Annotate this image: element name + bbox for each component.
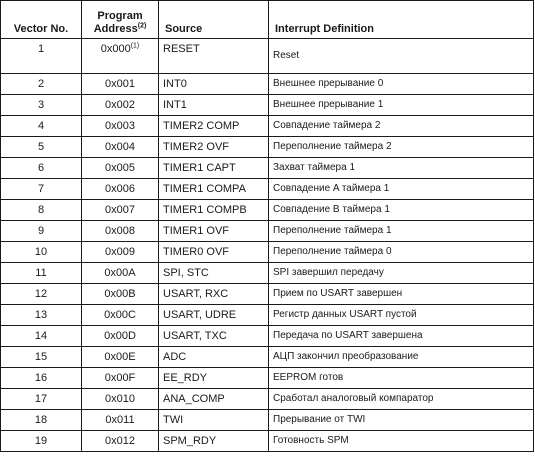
header-source: Source <box>159 1 269 39</box>
source: TIMER2 OVF <box>159 137 269 158</box>
vector-number: 13 <box>1 305 82 326</box>
interrupt-definition: Внешнее прерывание 0 <box>269 74 534 95</box>
vector-number: 14 <box>1 326 82 347</box>
source: USART, UDRE <box>159 305 269 326</box>
vector-number: 1 <box>1 39 82 74</box>
source: TIMER1 OVF <box>159 221 269 242</box>
table-row <box>1 221 534 242</box>
interrupt-definition: Совпадение B таймера 1 <box>269 200 534 221</box>
vector-number: 11 <box>1 263 82 284</box>
interrupt-definition: Совпадение таймера 2 <box>269 116 534 137</box>
table-row <box>1 347 534 368</box>
vector-number: 16 <box>1 368 82 389</box>
interrupt-definition: SPI завершил передачу <box>269 263 534 284</box>
program-address: 0x002 <box>82 95 159 116</box>
program-address: 0x00D <box>82 326 159 347</box>
program-address: 0x00C <box>82 305 159 326</box>
table-row <box>1 263 534 284</box>
vector-number: 3 <box>1 95 82 116</box>
vector-number: 17 <box>1 389 82 410</box>
table-row <box>1 431 534 452</box>
source: USART, TXC <box>159 326 269 347</box>
program-address: 0x010 <box>82 389 159 410</box>
table-row <box>1 158 534 179</box>
program-address: 0x00F <box>82 368 159 389</box>
header-program-address-line2: Address <box>93 23 138 35</box>
table-row <box>1 39 534 74</box>
source: RESET <box>159 39 269 74</box>
table-row <box>1 305 534 326</box>
vector-number: 6 <box>1 158 82 179</box>
table-row <box>1 116 534 137</box>
table-row <box>1 284 534 305</box>
program-address: 0x001 <box>82 74 159 95</box>
program-address: 0x005 <box>82 158 159 179</box>
program-address: 0x011 <box>82 410 159 431</box>
program-address-value: 0x000 <box>100 43 131 55</box>
program-address: 0x008 <box>82 221 159 242</box>
program-address: 0x009 <box>82 242 159 263</box>
source: SPI, STC <box>159 263 269 284</box>
header-program-address <box>82 1 159 39</box>
table-row <box>1 242 534 263</box>
vector-number: 12 <box>1 284 82 305</box>
table-row <box>1 200 534 221</box>
interrupt-definition: Совпадение A таймера 1 <box>269 179 534 200</box>
source: INT1 <box>159 95 269 116</box>
program-address: 0x012 <box>82 431 159 452</box>
interrupt-definition: Захват таймера 1 <box>269 158 534 179</box>
vector-number: 10 <box>1 242 82 263</box>
vector-number: 4 <box>1 116 82 137</box>
interrupt-definition: Переполнение таймера 1 <box>269 221 534 242</box>
interrupt-definition: Прием по USART завершен <box>269 284 534 305</box>
interrupt-definition: Прерывание от TWI <box>269 410 534 431</box>
interrupt-definition: Reset <box>269 39 534 74</box>
vector-number: 7 <box>1 179 82 200</box>
table-row <box>1 326 534 347</box>
vector-number: 15 <box>1 347 82 368</box>
source: INT0 <box>159 74 269 95</box>
interrupt-definition: Сработал аналоговый компаратор <box>269 389 534 410</box>
interrupt-definition: АЦП закончил преобразование <box>269 347 534 368</box>
table-row <box>1 137 534 158</box>
table-row <box>1 179 534 200</box>
program-address-note: (1) <box>130 42 140 50</box>
header-program-address-line1: Program <box>97 10 143 22</box>
header-interrupt-definition: Interrupt Definition <box>269 1 534 39</box>
source: TIMER0 OVF <box>159 242 269 263</box>
vector-number: 19 <box>1 431 82 452</box>
program-address <box>82 39 159 74</box>
table-header-row <box>1 1 534 39</box>
vector-number: 18 <box>1 410 82 431</box>
interrupt-definition: EEPROM готов <box>269 368 534 389</box>
source: TIMER1 COMPB <box>159 200 269 221</box>
table-row <box>1 410 534 431</box>
interrupt-definition: Готовность SPM <box>269 431 534 452</box>
source: ANA_COMP <box>159 389 269 410</box>
table-row <box>1 389 534 410</box>
program-address: 0x00E <box>82 347 159 368</box>
vector-number: 8 <box>1 200 82 221</box>
vector-number: 5 <box>1 137 82 158</box>
source: TIMER2 COMP <box>159 116 269 137</box>
source: EE_RDY <box>159 368 269 389</box>
table-body <box>1 39 534 452</box>
source: TIMER1 COMPA <box>159 179 269 200</box>
header-vector-no: Vector No. <box>1 1 82 39</box>
table-row <box>1 368 534 389</box>
table-row <box>1 74 534 95</box>
source: USART, RXC <box>159 284 269 305</box>
source: ADC <box>159 347 269 368</box>
program-address: 0x00A <box>82 263 159 284</box>
source: TWI <box>159 410 269 431</box>
program-address: 0x007 <box>82 200 159 221</box>
vector-number: 2 <box>1 74 82 95</box>
source: TIMER1 CAPT <box>159 158 269 179</box>
program-address: 0x00B <box>82 284 159 305</box>
interrupt-definition: Переполнение таймера 0 <box>269 242 534 263</box>
interrupt-definition: Регистр данных USART пустой <box>269 305 534 326</box>
table-row <box>1 95 534 116</box>
header-program-address-note: (2) <box>137 22 147 30</box>
program-address: 0x003 <box>82 116 159 137</box>
program-address: 0x004 <box>82 137 159 158</box>
interrupt-definition: Переполнение таймера 2 <box>269 137 534 158</box>
source: SPM_RDY <box>159 431 269 452</box>
interrupt-definition: Внешнее прерывание 1 <box>269 95 534 116</box>
interrupt-definition: Передача по USART завершена <box>269 326 534 347</box>
program-address: 0x006 <box>82 179 159 200</box>
vector-number: 9 <box>1 221 82 242</box>
